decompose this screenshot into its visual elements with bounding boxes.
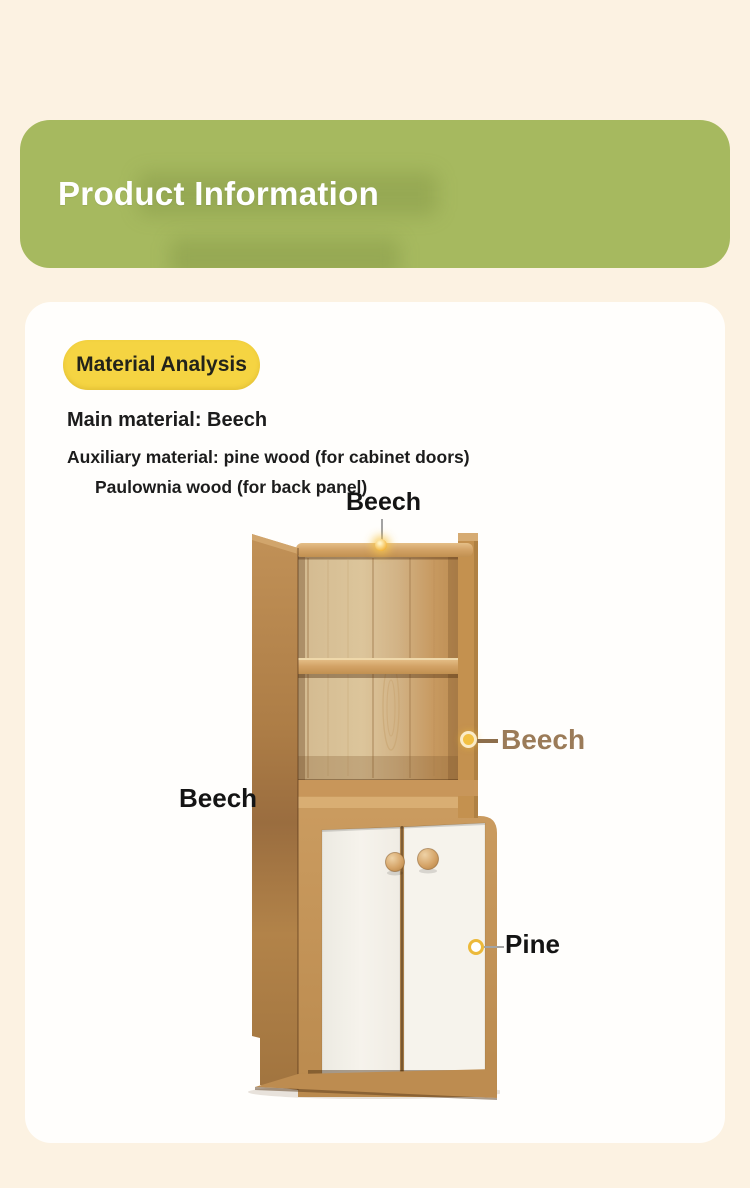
product-info-banner bbox=[20, 120, 730, 268]
label-beech-top: Beech bbox=[346, 488, 422, 516]
auxiliary-material-text-2: Paulownia wood (for back panel) bbox=[95, 477, 368, 497]
main-material-text: Main material: Beech bbox=[67, 409, 268, 431]
door-knob-left bbox=[386, 853, 405, 876]
connector-line-pine bbox=[484, 946, 504, 948]
cabinet-bottom-rail bbox=[298, 779, 478, 796]
auxiliary-material-text: Auxiliary material: pine wood (for cabinet doors) bbox=[67, 447, 470, 467]
marker-dot-top bbox=[375, 539, 387, 551]
door-knob-right bbox=[418, 849, 439, 874]
cabinet-side-panel bbox=[252, 534, 298, 1090]
label-beech-left: Beech bbox=[179, 783, 258, 813]
connector-line-top bbox=[381, 519, 383, 541]
page-title: Product Information bbox=[58, 175, 380, 212]
marker-dot-right bbox=[463, 734, 474, 745]
cabinet-right-stile bbox=[458, 533, 478, 818]
connector-line-right bbox=[477, 739, 498, 743]
cabinet-illustration bbox=[248, 528, 500, 1100]
marker-ring-pine bbox=[468, 939, 484, 955]
material-analysis-card bbox=[25, 302, 725, 1143]
label-pine: Pine bbox=[505, 929, 560, 959]
label-beech-right: Beech bbox=[501, 724, 586, 755]
cabinet-shelf bbox=[298, 658, 458, 678]
badge-label: Material Analysis bbox=[76, 353, 247, 376]
banner-watermark bbox=[170, 238, 400, 268]
material-analysis-badge bbox=[63, 340, 260, 390]
